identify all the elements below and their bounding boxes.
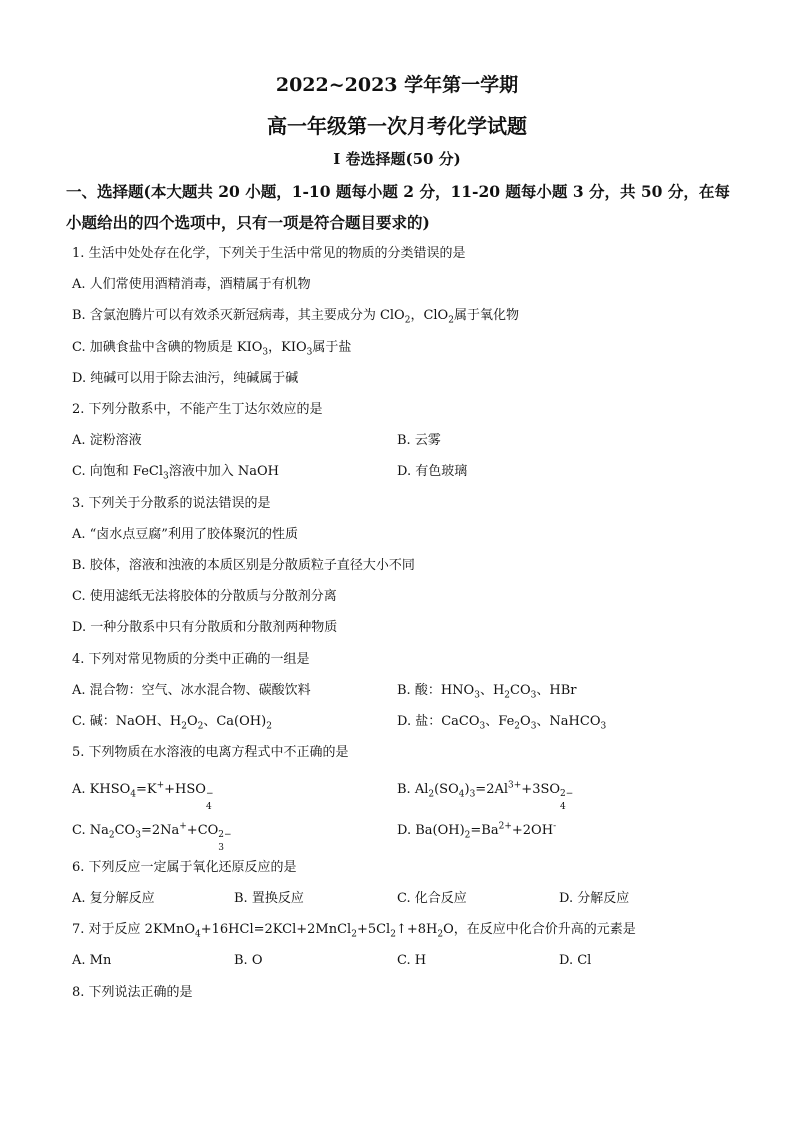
question-4-option-a: A. 混合物：空气、冰水混合物、碳酸饮料 <box>72 683 311 698</box>
question-2-option-a: A. 淀粉溶液 <box>72 433 142 448</box>
question-6-option-d: D. 分解反应 <box>559 891 630 906</box>
question-5-option-b: B. $Al_2(SO_4)_3=2Al^{3+}+3SO$ 2− 4 <box>397 780 574 812</box>
question-6-stem: 6. 下列反应一定属于氧化还原反应的是 <box>72 860 297 875</box>
question-3-option-b: B. 胶体，溶液和浊液的本质区别是分散质粒子直径大小不同 <box>72 558 415 573</box>
question-7-stem: 7. 对于反应 $2KMnO_4+16HCl=2KCl+2MnCl_2+5Cl_2↑+8H_2O$，在反应中化合价升高的元素是 <box>72 922 636 940</box>
question-2-option-c: C. 向饱和 FeCl$_3$溶液中加入 NaOH <box>72 464 279 482</box>
question-3-option-c: C. 使用滤纸无法将胶体的分散质与分散剂分离 <box>72 589 337 604</box>
question-8-stem: 8. 下列说法正确的是 <box>72 985 193 1000</box>
question-6-option-a: A. 复分解反应 <box>72 891 155 906</box>
question-2-option-b: B. 云雾 <box>397 433 441 448</box>
question-6-option-b: B. 置换反应 <box>234 891 304 906</box>
question-4-stem: 4. 下列对常见物质的分类中正确的一组是 <box>72 652 310 667</box>
question-3-stem: 3. 下列关于分散系的说法错误的是 <box>72 496 271 511</box>
question-2-option-d: D. 有色玻璃 <box>397 464 468 479</box>
section-heading: 一、选择题(本大题共 20 小题，1-10 题每小题 2 分，11-20 题每小题 3 分，共 50 分，在每小题给出的四个选项中，只有一项是符合题目要求的) <box>66 182 730 232</box>
question-5-option-d: D. $Ba(OH)_2=Ba^{2+}+2OH^-$ <box>397 821 557 841</box>
question-7-option-d: D. Cl <box>559 953 592 968</box>
question-5-option-a: A. $KHSO_4=K^++HSO$ − 4 <box>72 780 214 812</box>
question-1-stem: 1. 生活中处处存在化学，下列关于生活中常见的物质的分类错误的是 <box>72 246 466 261</box>
exam-title: 高一年级第一次月考化学试题 <box>267 114 527 138</box>
question-1-option-b: B. 含氯泡腾片可以有效杀灭新冠病毒，其主要成分为 ClO$_2$，ClO$_2$属于氧化物 <box>72 308 519 326</box>
question-3-option-d: D. 一种分散系中只有分散质和分散剂两种物质 <box>72 620 338 635</box>
question-5-stem: 5. 下列物质在水溶液的电离方程式中不正确的是 <box>72 745 349 760</box>
question-1-option-c: C. 加碘食盐中含碘的物质是 $KIO_3$，$KIO_3$属于盐 <box>72 340 352 358</box>
question-6-option-c: C. 化合反应 <box>397 891 467 906</box>
question-7-option-c: C. H <box>397 953 427 968</box>
exam-term-title: 2022~2023 学年第一学期 <box>275 74 519 96</box>
question-4-option-c: C. 碱：NaOH、$H_2O_2$、$Ca(OH)_2$ <box>72 714 272 732</box>
question-7-option-a: A. Mn <box>72 953 112 968</box>
question-3-option-a: A. “卤水点豆腐”利用了胶体聚沉的性质 <box>72 527 298 542</box>
question-1-option-d: D. 纯碱可以用于除去油污，纯碱属于碱 <box>72 371 299 386</box>
question-1-option-a: A. 人们常使用酒精消毒，酒精属于有机物 <box>72 277 311 292</box>
question-2-stem: 2. 下列分散系中，不能产生丁达尔效应的是 <box>72 402 323 417</box>
question-4-option-b: B. 酸：$HNO_3$、$H_2CO_3$、HBr <box>397 683 577 701</box>
question-7-option-b: B. O <box>234 953 263 968</box>
question-5-option-c: C. $Na_2CO_3=2Na^++CO$ 2− 3 <box>72 821 232 853</box>
question-4-option-d: D. 盐：CaCO$_3$、$Fe_2O_3$、NaHCO$_3$ <box>397 714 607 732</box>
part-title: I 卷选择题(50 分) <box>333 150 461 168</box>
